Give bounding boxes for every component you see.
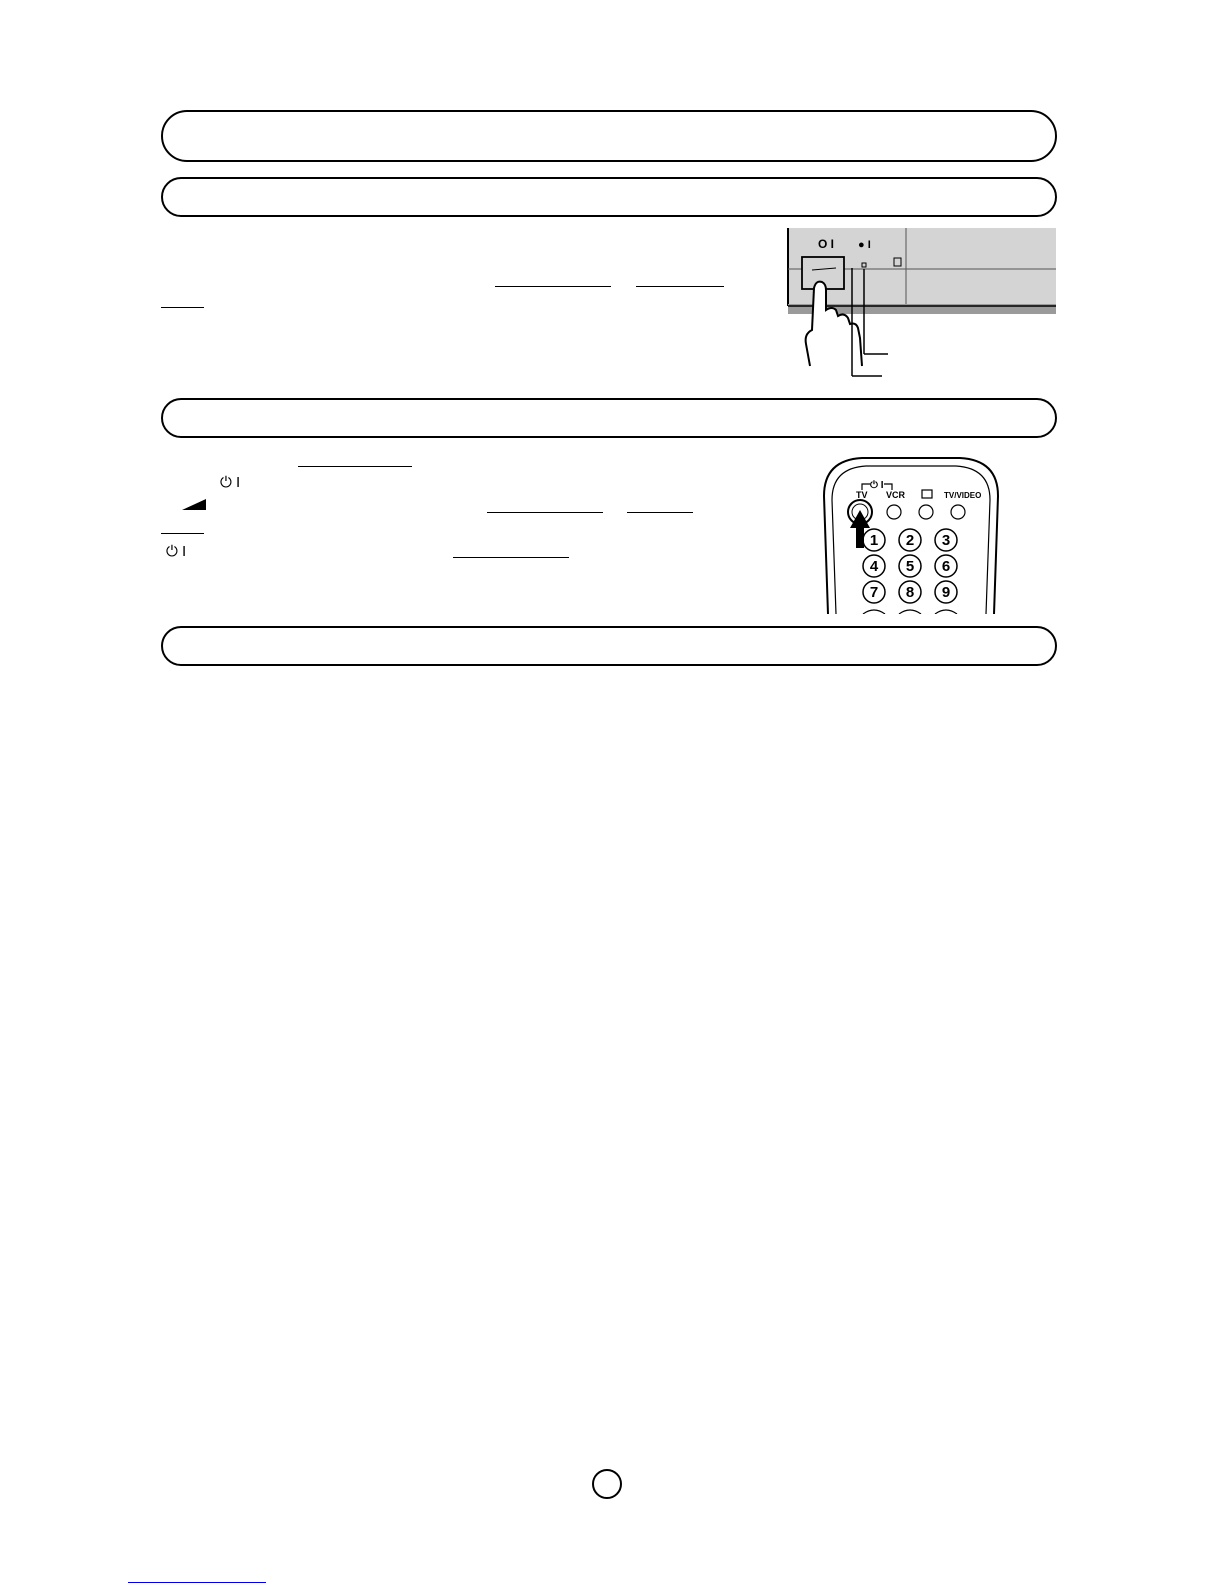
- standby-icon: ⏻ I: [166, 543, 187, 560]
- text-underline: [495, 286, 611, 287]
- footer-rule: [128, 1582, 266, 1583]
- number-key-label: 8: [905, 584, 915, 601]
- remote-control-illustration: [822, 456, 1000, 614]
- section-header-3: [161, 626, 1057, 666]
- volume-wedge-icon: [181, 498, 208, 512]
- text-underline: [487, 512, 603, 513]
- standby-mark-label: ● I: [858, 239, 871, 251]
- tvvideo-label: TV/VIDEO: [944, 491, 982, 500]
- number-key-label: 3: [941, 532, 951, 549]
- number-key-label: 9: [941, 584, 951, 601]
- number-key-label: 2: [905, 532, 915, 549]
- page-number-circle: [592, 1469, 622, 1499]
- text-underline: [161, 307, 204, 308]
- text-underline: [627, 512, 693, 513]
- number-key-label: 5: [905, 558, 915, 575]
- number-key-label: 4: [869, 558, 879, 575]
- tv-front-panel-illustration: [784, 226, 1056, 386]
- text-underline: [298, 466, 412, 467]
- title-bar: [161, 110, 1057, 162]
- section-header-2: [161, 398, 1057, 438]
- number-key-label: 6: [941, 558, 951, 575]
- keypad: [863, 529, 957, 614]
- number-key-label: 1: [869, 532, 879, 549]
- vcr-source-label: VCR: [886, 490, 906, 500]
- standby-icon: ⏻ I: [220, 474, 241, 491]
- number-key-label: 7: [869, 584, 879, 601]
- text-underline: [453, 557, 569, 558]
- remote-power-label: ⏻ I: [870, 480, 884, 491]
- tvvideo-button: [951, 505, 965, 519]
- text-underline: [636, 286, 724, 287]
- section-header-1: [161, 177, 1057, 217]
- teletext-button: [919, 505, 933, 519]
- vcr-power-button: [887, 505, 901, 519]
- power-mark-label: O I: [818, 237, 835, 251]
- tv-source-label: TV: [856, 490, 868, 500]
- text-underline: [161, 533, 204, 534]
